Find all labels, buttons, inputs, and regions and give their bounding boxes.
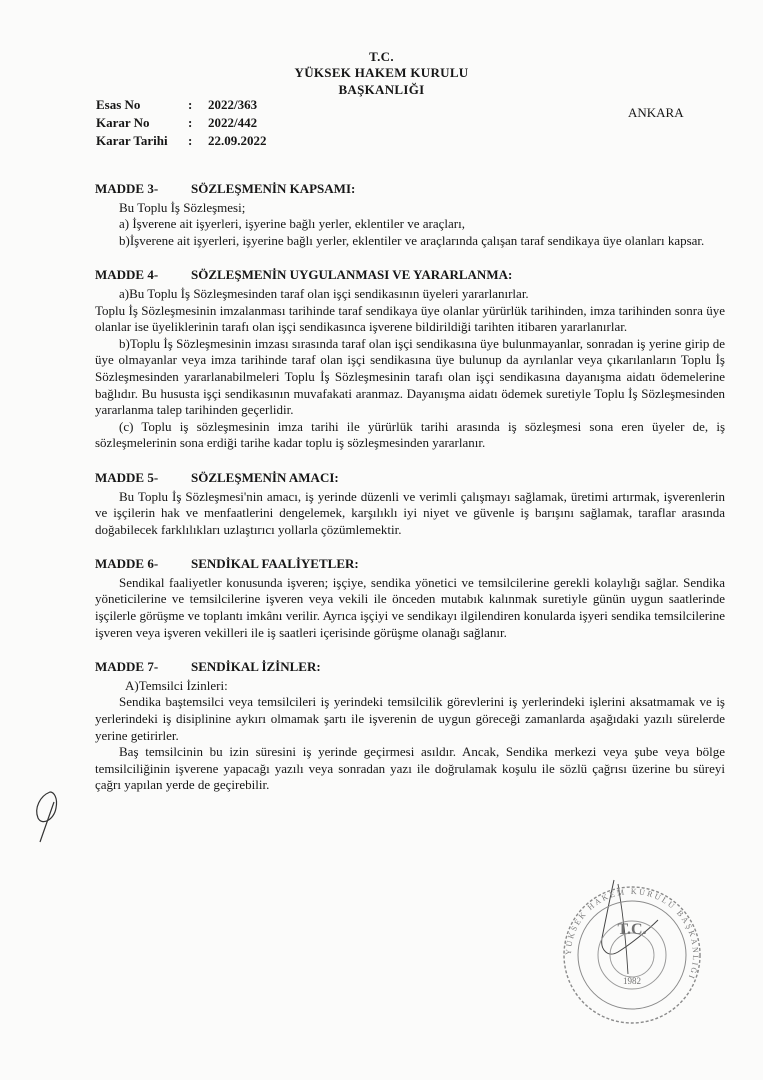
meta-label: Esas No bbox=[96, 97, 141, 112]
document-body bbox=[95, 181, 725, 794]
paragraph: Baş temsilcinin bu izin süresini iş yerinde geçirmesi asıldır. Ancak, Sendika merkezi veya şube veya bölge temsilciliğinin işverene yapacağı yazılı veya sonradan yazı ile doğrulamak koşulu ile sözlü çağrısı üzerine bu süreyi çağrı yapılan yerde de geçirebilir. bbox=[95, 744, 725, 793]
meta-sep: : bbox=[188, 133, 193, 148]
header-line-2: YÜKSEK HAKEM KURULU bbox=[294, 65, 469, 80]
header-line-1: T.C. bbox=[369, 49, 394, 64]
meta-row-tarih bbox=[96, 132, 267, 150]
article-number: MADDE 7- bbox=[95, 659, 159, 675]
paragraph: b)İşverene ait işyerleri, işyerine bağlı yerler, eklentiler ve araçlarında çalışan taraf sendikaya üye olanları kapsar. bbox=[119, 232, 705, 248]
paragraph: A)Temsilci İzinleri: bbox=[125, 677, 228, 693]
article-number: MADDE 5- bbox=[95, 469, 159, 485]
article-number: MADDE 6- bbox=[95, 556, 159, 572]
paragraph: Toplu İş Sözleşmesinin imzalanması tarihinde taraf sendikaya üye olanlar yürürlük tarihinden, imza tarihinden sonra üye olanlar ise üyeliklerinin tarafı olan işçi sendikasınca işverene bildirildiği tarihten itibaren yararlanırlar. bbox=[95, 302, 725, 335]
article-title: SÖZLEŞMENİN AMACI: bbox=[191, 469, 339, 485]
seal-ring-text: YÜKSEK HAKEM KURULU BAŞKANLIĞI bbox=[563, 886, 701, 982]
meta-label: Karar Tarihi bbox=[96, 133, 168, 148]
paragraph: b)Toplu İş Sözleşmesinin imzası sırasında taraf olan işçi sendikasına üye bulunmayanlar, sonradan iş yerine girip de üye olmayanlar veya imza tarihinde taraf olan işçi sendikasına üye bulunup da ayrılanlar veya çıkarılanların Toplu İş Sözleşmesinden yararlanabilmeleri Toplu İş Sözleşmesinin tarafı olan işçi sendikasına dayanışma aidatı ödemelerine bağlıdır. Bu hususta işçi sendikasının muvafakati aranmaz. Dayanışma aidatı ödemek suretiyle Toplu İş Sözleşmesinden yararlanma talep tarihinden geçerlidir. bbox=[95, 335, 725, 418]
meta-row-karar bbox=[96, 114, 267, 132]
article-heading bbox=[95, 556, 725, 573]
city-label: ANKARA bbox=[628, 105, 684, 120]
article-heading bbox=[95, 267, 725, 284]
article-title: SÖZLEŞMENİN UYGULANMASI VE YARARLANMA: bbox=[191, 267, 513, 283]
meta-sep: : bbox=[188, 115, 193, 130]
article-number: MADDE 3- bbox=[95, 181, 159, 196]
meta-row-esas bbox=[96, 96, 267, 114]
paragraph: a)Bu Toplu İş Sözleşmesinden taraf olan işçi sendikasının üyeleri yararlanırlar. bbox=[119, 285, 529, 301]
paragraph: (c) Toplu iş sözleşmesinin imza tarihi ile yürürlük tarihi arasında iş sözleşmesi sona eren üyeler de, iş sözleşmelerinin sona erdiği tarihe kadar toplu iş sözleşmesinden yararlanır. bbox=[95, 418, 725, 451]
article-title: SENDİKAL FAALİYETLER: bbox=[191, 556, 359, 572]
article-number: MADDE 4- bbox=[95, 267, 159, 283]
seal-center-text: T.C. bbox=[617, 921, 647, 938]
paragraph: Bu Toplu İş Sözleşmesi; bbox=[119, 199, 246, 215]
article-heading bbox=[95, 470, 725, 487]
paragraph: Bu Toplu İş Sözleşmesi'nin amacı, iş yerinde düzenli ve verimli çalışmayı sağlamak, üretimi artırmak, işverenlerin ve işçilerin hak ve menfaatlerini dengelemek, karşılıklı iyi niyet ve güvenle iş barışını sağlamak, taraflar arasında doğabilecek farklılıkları uzlaştırıcı yollarla çözümlemektir. bbox=[95, 488, 725, 537]
seal-inner-text: 1982 bbox=[623, 976, 641, 986]
article-heading bbox=[95, 181, 725, 198]
article-title: SÖZLEŞMENİN KAPSAMI: bbox=[191, 181, 356, 196]
paragraph: Sendika baştemsilci veya temsilcileri iş yerindeki temsilcilik görevlerini iş yerlerindeki işlerini aksatmamak ve iş yerlerindeki iş disiplinine aykırı olmamak şartı ile işverenin de uygun göreceği zamanlarda aşağıdaki yazılı sürelerde yerine getirirler. bbox=[95, 694, 725, 743]
paragraph: a) İşverene ait işyerleri, işyerine bağlı yerler, eklentiler ve araçları, bbox=[119, 216, 465, 232]
article-title: SENDİKAL İZİNLER: bbox=[191, 659, 321, 675]
meta-value: 22.09.2022 bbox=[208, 133, 267, 148]
paragraph: Sendikal faaliyetler konusunda işveren; işçiye, sendika yönetici ve temsilcilerine gerekli kolaylığı sağlar. Sendika yöneticilerine ve temsilcilerine işveren veya vekili ile önceden mutabık kalınmak suretiyle günün uygun saatlerinde işçilerle görüşme ve toplantı imkânı verilir. Ayrıca işçiyi ve sendikayı ilgilendiren konularda işyeri sendika temsilcilerine işveren veya işveren vekilleri ile iş saatleri içerisinde görüşme olanağı sağlanır. bbox=[95, 574, 725, 640]
header-line-3: BAŞKANLIĞI bbox=[338, 82, 425, 97]
official-seal bbox=[557, 880, 707, 1030]
meta-sep: : bbox=[188, 97, 193, 112]
meta-value: 2022/363 bbox=[208, 97, 258, 112]
meta-value: 2022/442 bbox=[208, 115, 258, 130]
article-heading bbox=[95, 659, 725, 676]
meta-label: Karar No bbox=[96, 115, 150, 130]
case-info bbox=[96, 96, 267, 150]
handwritten-initial bbox=[30, 786, 66, 844]
